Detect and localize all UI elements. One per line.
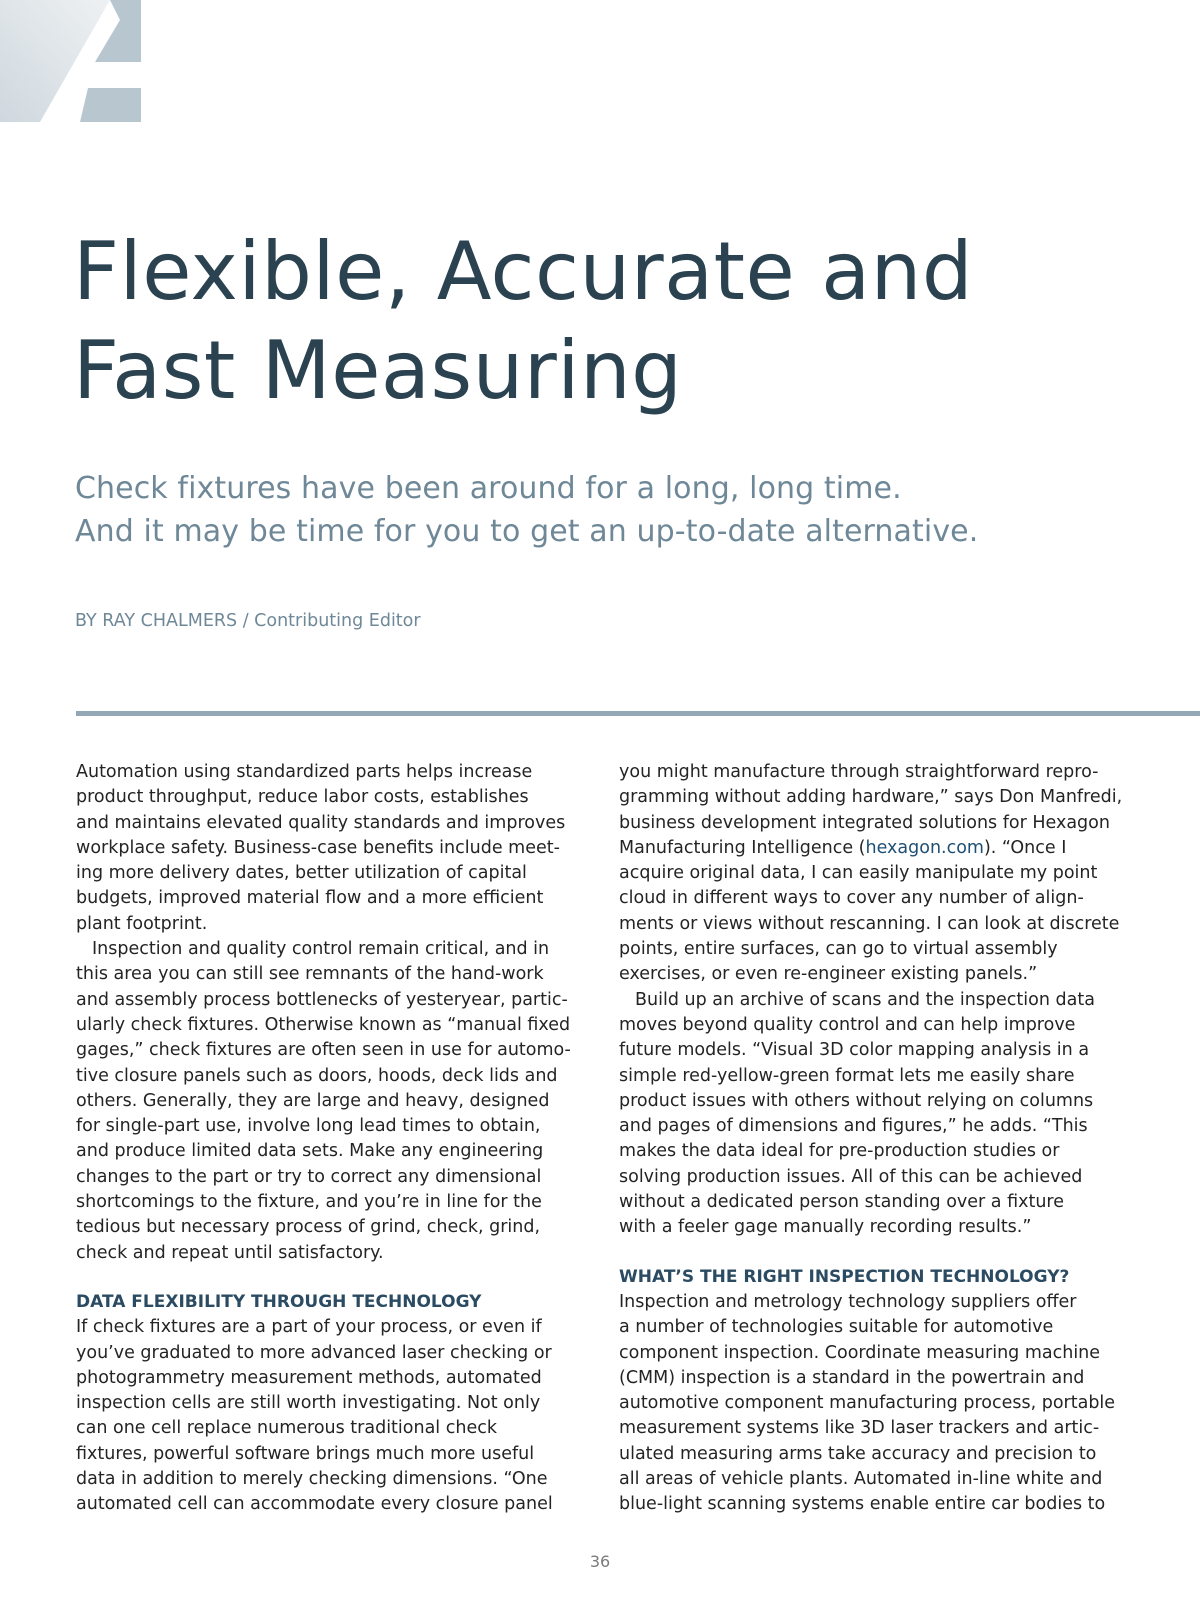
magazine-logo-icon <box>0 0 145 122</box>
deck-line: And it may be time for you to get an up-to-date alternative. <box>75 514 979 549</box>
body-line: business development integrated solutions for Hexagon <box>619 812 1110 833</box>
body-line: Automation using standardized parts helps increase <box>76 762 533 782</box>
body-line: product throughput, reduce labor costs, establishes <box>76 787 529 808</box>
body-line: and produce limited data sets. Make any engineering <box>76 1141 544 1162</box>
body-line: photogrammetry measurement methods, automated <box>76 1367 542 1388</box>
body-line: others. Generally, they are large and heavy, designed <box>76 1090 550 1111</box>
body-line: check and repeat until satisfactory. <box>76 1242 384 1263</box>
body-line: component inspection. Coordinate measuring machine <box>619 1342 1101 1363</box>
body-line: workplace safety. Business-case benefits include meet- <box>76 837 560 858</box>
section-divider <box>76 711 1200 716</box>
body-line: solving production issues. All of this can be achieved <box>619 1166 1083 1187</box>
body-column-left <box>76 760 576 1518</box>
body-line: simple red-yellow-green format lets me easily share <box>619 1065 1075 1086</box>
body-line: fixtures, powerful software brings much more useful <box>76 1443 535 1464</box>
hexagon-link[interactable]: hexagon.com <box>865 837 984 858</box>
title-line: Flexible, Accurate and <box>73 225 974 318</box>
byline: BY RAY CHALMERS / Contributing Editor <box>75 611 421 631</box>
body-line: and maintains elevated quality standards and improves <box>76 812 566 833</box>
body-line: automotive component manufacturing process, portable <box>619 1393 1116 1414</box>
body-line: shortcomings to the fixture, and you’re in line for the <box>76 1192 542 1213</box>
body-line: blue-light scanning systems enable entire car bodies to <box>619 1494 1106 1515</box>
body-line: for single-part use, involve long lead times to obtain, <box>76 1116 541 1137</box>
body-line: cloud in different ways to cover any number of align- <box>619 888 1084 909</box>
body-line: exercises, or even re-engineer existing panels.” <box>619 964 1038 985</box>
body-line <box>619 836 1129 861</box>
body-line: you might manufacture through straightforward repro- <box>619 762 1099 782</box>
body-line: and pages of dimensions and figures,” he adds. “This <box>619 1116 1088 1137</box>
body-line: with a feeler gage manually recording results.” <box>619 1217 1032 1238</box>
body-line: points, entire surfaces, can go to virtual assembly <box>619 939 1058 960</box>
body-line: this area you can still see remnants of the hand-work <box>76 964 544 985</box>
body-line: gramming without adding hardware,” says Don Manfredi, <box>619 787 1123 808</box>
title-line: Fast Measuring <box>73 324 683 417</box>
page-number: 36 <box>589 1552 611 1571</box>
body-line: Inspection and metrology technology suppliers offer <box>619 1291 1077 1312</box>
section-heading: WHAT’S THE RIGHT INSPECTION TECHNOLOGY? <box>619 1266 1070 1287</box>
body-line: product issues with others without relying on columns <box>619 1090 1094 1111</box>
body-line: tedious but necessary process of grind, check, grind, <box>76 1217 541 1238</box>
body-line: and assembly process bottlenecks of yesteryear, partic- <box>76 989 568 1010</box>
body-line: Build up an archive of scans and the inspection data <box>635 989 1095 1010</box>
article-deck <box>75 467 1155 553</box>
body-line: ing more delivery dates, better utilization of capital <box>76 863 527 884</box>
deck-line: Check fixtures have been around for a long, long time. <box>75 471 902 506</box>
body-line: budgets, improved material flow and a more efficient <box>76 888 544 909</box>
body-line: tive closure panels such as doors, hoods, deck lids and <box>76 1065 558 1086</box>
body-line: makes the data ideal for pre-production studies or <box>619 1141 1060 1162</box>
body-line: ularly check fixtures. Otherwise known as “manual fixed <box>76 1014 571 1035</box>
body-line: plant footprint. <box>76 913 208 934</box>
article-title <box>73 222 1153 420</box>
body-line: moves beyond quality control and can help improve <box>619 1014 1076 1035</box>
body-line: ulated measuring arms take accuracy and precision to <box>619 1443 1097 1464</box>
body-line: all areas of vehicle plants. Automated in-line white and <box>619 1469 1103 1490</box>
body-line: a number of technologies suitable for automotive <box>619 1317 1054 1338</box>
body-line: without a dedicated person standing over a fixture <box>619 1192 1064 1213</box>
body-line: data in addition to merely checking dimensions. “One <box>76 1469 548 1490</box>
body-line: inspection cells are still worth investigating. Not only <box>76 1393 541 1414</box>
body-line: changes to the part or try to correct any dimensional <box>76 1166 542 1187</box>
body-line: acquire original data, I can easily manipulate my point <box>619 863 1098 884</box>
body-column-right <box>619 760 1129 1518</box>
body-line: Inspection and quality control remain critical, and in <box>92 939 550 960</box>
body-line: you’ve graduated to more advanced laser checking or <box>76 1342 552 1363</box>
body-line: (CMM) inspection is a standard in the powertrain and <box>619 1367 1085 1388</box>
body-line: If check fixtures are a part of your process, or even if <box>76 1317 542 1338</box>
body-text: ). “Once I <box>983 837 1067 858</box>
body-line: measurement systems like 3D laser trackers and artic- <box>619 1418 1100 1439</box>
body-text: Manufacturing Intelligence ( <box>619 837 866 858</box>
body-line: automated cell can accommodate every closure panel <box>76 1494 553 1515</box>
body-line: future models. “Visual 3D color mapping analysis in a <box>619 1040 1090 1061</box>
body-line: ments or views without rescanning. I can look at discrete <box>619 913 1120 934</box>
body-line: gages,” check fixtures are often seen in use for automo- <box>76 1040 571 1061</box>
body-line: can one cell replace numerous traditional check <box>76 1418 497 1439</box>
section-heading: DATA FLEXIBILITY THROUGH TECHNOLOGY <box>76 1291 482 1312</box>
